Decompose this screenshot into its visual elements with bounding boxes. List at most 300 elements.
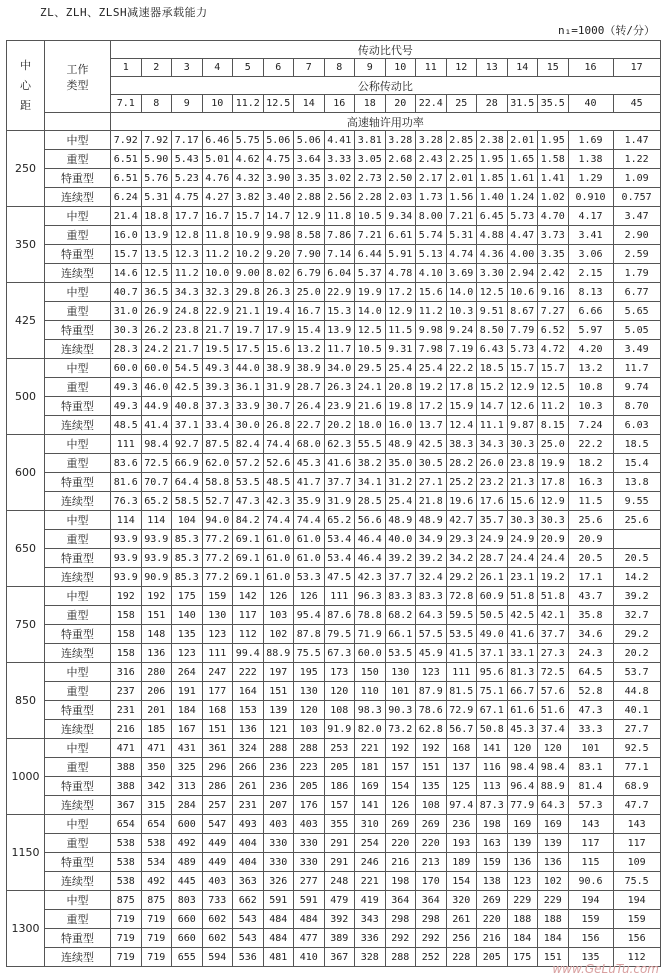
power-value-cell: 4.17 [568, 207, 613, 226]
power-value-cell: 198 [477, 815, 508, 834]
power-value-cell: 102 [263, 625, 294, 644]
work-type-cell: 重型 [45, 910, 111, 929]
work-type-cell: 特重型 [45, 701, 111, 720]
power-value-cell: 9.20 [263, 245, 294, 264]
work-type-cell: 重型 [45, 834, 111, 853]
power-value-cell: 93.9 [141, 530, 172, 549]
power-value-cell: 41.4 [141, 416, 172, 435]
power-value-cell: 10.8 [568, 378, 613, 397]
power-value-cell: 123 [172, 644, 203, 663]
input-speed-label: n₁=1000（转/分） [558, 24, 655, 37]
power-value-cell: 49.3 [111, 378, 142, 397]
power-value-cell: 10.5 [355, 340, 386, 359]
power-value-cell: 137 [446, 758, 477, 777]
power-value-cell: 19.7 [233, 321, 264, 340]
power-value-cell: 48.9 [416, 511, 447, 530]
power-value-cell: 3.82 [233, 188, 264, 207]
power-value-cell: 7.17 [172, 131, 203, 150]
power-value-cell: 660 [172, 929, 203, 948]
table-row [7, 568, 661, 587]
work-type-cell: 中型 [45, 511, 111, 530]
work-type-cell: 重型 [45, 226, 111, 245]
power-value-cell: 205 [294, 777, 325, 796]
power-value-cell: 17.2 [385, 283, 416, 302]
table-body [7, 131, 661, 967]
power-value-cell: 6.77 [613, 283, 660, 302]
power-value-cell: 40.8 [172, 397, 203, 416]
work-type-cell: 重型 [45, 378, 111, 397]
power-value-cell: 330 [294, 834, 325, 853]
power-value-cell: 90.6 [568, 872, 613, 891]
power-value-cell: 26.9 [141, 302, 172, 321]
power-value-cell: 139 [263, 701, 294, 720]
work-type-cell: 中型 [45, 891, 111, 910]
power-value-cell: 135 [172, 625, 203, 644]
power-value-cell: 25.6 [568, 511, 613, 530]
power-value-cell: 58.5 [172, 492, 203, 511]
table-row [7, 720, 661, 739]
work-type-label: 工作 类型 [66, 62, 89, 92]
power-value-cell: 25.4 [416, 359, 447, 378]
power-value-cell: 236 [446, 815, 477, 834]
power-value-cell: 143 [613, 815, 660, 834]
power-value-cell: 1.22 [613, 150, 660, 169]
nominal-ratio-cell: 9 [172, 95, 203, 113]
power-value-cell: 2.94 [507, 264, 538, 283]
power-value-cell: 49.3 [202, 359, 233, 378]
power-value-cell: 53.7 [613, 663, 660, 682]
power-value-cell: 15.4 [294, 321, 325, 340]
power-value-cell: 24.8 [172, 302, 203, 321]
table-row [7, 473, 661, 492]
power-value-cell: 93.9 [111, 549, 142, 568]
power-value-cell: 547 [202, 815, 233, 834]
power-value-cell: 176 [294, 796, 325, 815]
power-value-cell: 11.5 [385, 321, 416, 340]
power-value-cell: 25.6 [613, 511, 660, 530]
table-row [7, 834, 661, 853]
power-value-cell: 68.2 [385, 606, 416, 625]
table-row [7, 169, 661, 188]
work-type-cell: 重型 [45, 682, 111, 701]
power-value-cell: 74.4 [294, 511, 325, 530]
power-value-cell: 492 [141, 872, 172, 891]
power-value-cell: 1.73 [416, 188, 447, 207]
power-value-cell: 45.9 [416, 644, 447, 663]
power-value-cell: 66.7 [507, 682, 538, 701]
power-value-cell: 594 [202, 948, 233, 967]
power-value-cell: 56.6 [355, 511, 386, 530]
power-value-cell: 29.8 [233, 283, 264, 302]
power-value-cell: 192 [141, 587, 172, 606]
power-value-cell: 79.5 [324, 625, 355, 644]
power-value-cell: 15.9 [446, 397, 477, 416]
power-value-cell: 151 [538, 948, 569, 967]
power-value-cell: 15.3 [324, 302, 355, 321]
power-value-cell: 34.9 [416, 530, 447, 549]
power-value-cell: 15.7 [538, 359, 569, 378]
power-value-cell: 15.7 [233, 207, 264, 226]
power-value-cell: 192 [385, 739, 416, 758]
power-value-cell: 392 [324, 910, 355, 929]
power-value-cell: 6.61 [385, 226, 416, 245]
power-value-cell: 123 [507, 872, 538, 891]
power-value-cell: 256 [446, 929, 477, 948]
power-value-cell: 23.8 [172, 321, 203, 340]
power-value-cell: 7.27 [538, 302, 569, 321]
power-value-cell: 24.4 [538, 549, 569, 568]
power-value-cell: 139 [538, 834, 569, 853]
work-type-cell: 中型 [45, 739, 111, 758]
power-value-cell: 94.0 [202, 511, 233, 530]
nominal-ratio-cell: 45 [613, 95, 660, 113]
power-value-cell: 3.69 [446, 264, 477, 283]
power-value-cell: 7.90 [294, 245, 325, 264]
power-value-cell: 53.4 [324, 549, 355, 568]
power-value-cell: 355 [324, 815, 355, 834]
work-type-cell: 中型 [45, 359, 111, 378]
power-value-cell: 538 [111, 834, 142, 853]
power-value-cell: 114 [111, 511, 142, 530]
power-value-cell: 1.58 [538, 150, 569, 169]
table-row [7, 207, 661, 226]
work-type-cell: 中型 [45, 663, 111, 682]
power-value-cell: 34.3 [477, 435, 508, 454]
power-value-cell: 5.73 [507, 207, 538, 226]
power-value-cell: 57.6 [538, 682, 569, 701]
power-value-cell: 81.5 [446, 682, 477, 701]
power-value-cell: 112 [613, 948, 660, 967]
power-value-cell: 26.3 [324, 378, 355, 397]
power-value-cell: 110 [355, 682, 386, 701]
power-value-cell: 3.33 [324, 150, 355, 169]
ratio-code-cell: 10 [385, 59, 416, 77]
power-value-cell: 2.42 [538, 264, 569, 283]
power-value-cell: 543 [233, 910, 264, 929]
page-title: ZL、ZLH、ZLSH减速器承载能力 [40, 6, 208, 19]
power-value-cell: 315 [141, 796, 172, 815]
power-value-cell: 479 [324, 891, 355, 910]
power-value-cell: 363 [233, 872, 264, 891]
power-value-cell: 28.5 [355, 492, 386, 511]
power-value-cell: 93.9 [111, 568, 142, 587]
power-value-cell: 1.38 [568, 150, 613, 169]
power-value-cell: 803 [172, 891, 203, 910]
nominal-ratio-cell: 14 [294, 95, 325, 113]
power-value-cell: 14.6 [111, 264, 142, 283]
power-value-cell: 205 [477, 948, 508, 967]
power-value-cell: 3.02 [324, 169, 355, 188]
power-value-cell: 19.5 [202, 340, 233, 359]
power-value-cell: 54.5 [172, 359, 203, 378]
power-value-cell: 62.3 [324, 435, 355, 454]
power-value-cell: 51.8 [507, 587, 538, 606]
table-row [7, 511, 661, 530]
power-value-cell: 13.2 [294, 340, 325, 359]
work-type-cell: 重型 [45, 454, 111, 473]
power-value-cell: 3.73 [538, 226, 569, 245]
power-value-cell: 90.3 [385, 701, 416, 720]
power-value-cell: 21.4 [111, 207, 142, 226]
power-value-cell: 43.7 [568, 587, 613, 606]
power-value-cell: 21.8 [416, 492, 447, 511]
power-value-cell: 5.97 [568, 321, 613, 340]
power-value-cell: 16.7 [202, 207, 233, 226]
power-value-cell: 70.7 [141, 473, 172, 492]
table-row [7, 340, 661, 359]
power-value-cell: 64.3 [538, 796, 569, 815]
power-value-cell: 148 [141, 625, 172, 644]
power-value-cell: 66.9 [172, 454, 203, 473]
power-value-cell: 91.9 [324, 720, 355, 739]
power-value-cell: 220 [477, 910, 508, 929]
power-value-cell: 24.3 [568, 644, 613, 663]
power-value-cell: 139 [507, 834, 538, 853]
power-value-cell: 39.2 [613, 587, 660, 606]
power-value-cell: 18.2 [568, 454, 613, 473]
power-value-cell: 37.1 [172, 416, 203, 435]
power-value-cell: 221 [355, 872, 386, 891]
power-value-cell: 35.9 [294, 492, 325, 511]
power-value-cell: 1.29 [568, 169, 613, 188]
nominal-ratio-cell: 28 [477, 95, 508, 113]
power-value-cell: 875 [111, 891, 142, 910]
power-value-cell: 655 [172, 948, 203, 967]
power-value-cell: 2.50 [385, 169, 416, 188]
power-value-cell: 8.15 [538, 416, 569, 435]
power-value-cell: 31.9 [324, 492, 355, 511]
power-value-cell: 53.5 [385, 644, 416, 663]
power-value-cell: 228 [446, 948, 477, 967]
work-type-cell: 特重型 [45, 549, 111, 568]
table-row [7, 910, 661, 929]
power-value-cell: 3.47 [613, 207, 660, 226]
power-value-cell: 1.02 [538, 188, 569, 207]
table-row [7, 682, 661, 701]
power-value-cell: 11.2 [172, 264, 203, 283]
power-value-cell: 292 [416, 929, 447, 948]
power-value-cell: 12.5 [355, 321, 386, 340]
power-value-cell: 77.2 [202, 568, 233, 587]
power-value-cell: 26.3 [263, 283, 294, 302]
power-value-cell: 269 [385, 815, 416, 834]
power-value-cell: 159 [568, 910, 613, 929]
power-value-cell: 8.70 [613, 397, 660, 416]
power-value-cell: 194 [568, 891, 613, 910]
power-value-cell: 248 [324, 872, 355, 891]
power-value-cell: 93.9 [111, 530, 142, 549]
table-row [7, 359, 661, 378]
center-distance-cell: 1000 [7, 739, 45, 815]
power-value-cell: 9.98 [416, 321, 447, 340]
power-value-cell: 75.1 [477, 682, 508, 701]
power-value-cell [613, 530, 660, 549]
power-value-cell: 52.7 [202, 492, 233, 511]
power-value-cell: 12.4 [446, 416, 477, 435]
watermark-logo: www.GeLuTu.com [552, 962, 659, 976]
power-value-cell: 29.3 [446, 530, 477, 549]
power-value-cell: 81.4 [568, 777, 613, 796]
power-value-cell: 296 [202, 758, 233, 777]
power-value-cell: 4.72 [538, 340, 569, 359]
power-value-cell: 197 [263, 663, 294, 682]
power-value-cell: 484 [294, 910, 325, 929]
power-value-cell: 57.2 [233, 454, 264, 473]
power-value-cell: 31.9 [263, 378, 294, 397]
power-value-cell: 17.7 [172, 207, 203, 226]
power-value-cell: 328 [355, 948, 386, 967]
power-value-cell: 291 [324, 853, 355, 872]
power-value-cell: 185 [141, 720, 172, 739]
power-value-cell: 286 [202, 777, 233, 796]
power-value-cell: 15.6 [507, 492, 538, 511]
power-value-cell: 25.0 [294, 283, 325, 302]
power-value-cell: 14.2 [613, 568, 660, 587]
power-value-cell: 11.1 [477, 416, 508, 435]
work-type-cell: 中型 [45, 587, 111, 606]
power-value-cell: 42.5 [507, 606, 538, 625]
power-value-cell: 58.8 [202, 473, 233, 492]
power-value-cell: 50.5 [477, 606, 508, 625]
power-value-cell: 72.9 [446, 701, 477, 720]
work-type-cell: 特重型 [45, 929, 111, 948]
nominal-ratio-cell: 16 [324, 95, 355, 113]
power-value-cell: 3.64 [294, 150, 325, 169]
table-row [7, 644, 661, 663]
power-value-cell: 206 [141, 682, 172, 701]
nominal-ratio-cell: 40 [568, 95, 613, 113]
power-value-cell: 24.9 [477, 530, 508, 549]
power-value-cell: 154 [385, 777, 416, 796]
power-value-cell: 3.40 [263, 188, 294, 207]
power-value-cell: 1.65 [507, 150, 538, 169]
power-value-cell: 17.6 [477, 492, 508, 511]
power-value-cell: 90.9 [141, 568, 172, 587]
power-value-cell: 109 [613, 853, 660, 872]
power-value-cell: 40.7 [111, 283, 142, 302]
ratio-code-cell: 9 [355, 59, 386, 77]
work-type-cell: 特重型 [45, 625, 111, 644]
power-value-cell: 78.8 [355, 606, 386, 625]
table-row [7, 549, 661, 568]
power-value-cell: 471 [111, 739, 142, 758]
power-value-cell: 12.3 [172, 245, 203, 264]
power-value-cell: 231 [111, 701, 142, 720]
work-type-cell: 连续型 [45, 644, 111, 663]
power-value-cell: 120 [538, 739, 569, 758]
power-value-cell: 207 [263, 796, 294, 815]
power-value-cell: 77.2 [202, 530, 233, 549]
power-value-cell: 330 [263, 853, 294, 872]
power-value-cell: 72.5 [141, 454, 172, 473]
power-value-cell: 367 [324, 948, 355, 967]
power-value-cell: 1.24 [507, 188, 538, 207]
power-value-cell: 12.9 [507, 378, 538, 397]
nominal-ratio-cell: 7.1 [111, 95, 142, 113]
work-type-cell: 连续型 [45, 264, 111, 283]
power-value-cell: 231 [233, 796, 264, 815]
power-value-cell: 17.5 [233, 340, 264, 359]
power-value-cell: 87.6 [324, 606, 355, 625]
power-value-cell: 25.0 [538, 435, 569, 454]
power-value-cell: 158 [111, 644, 142, 663]
power-value-cell: 29.5 [355, 359, 386, 378]
power-value-cell: 163 [477, 834, 508, 853]
power-value-cell: 9.31 [385, 340, 416, 359]
power-value-cell: 125 [446, 777, 477, 796]
power-value-cell: 538 [141, 834, 172, 853]
power-value-cell: 2.56 [324, 188, 355, 207]
power-value-cell: 277 [294, 872, 325, 891]
power-value-cell: 87.3 [477, 796, 508, 815]
power-value-cell: 15.2 [477, 378, 508, 397]
power-value-cell: 4.10 [416, 264, 447, 283]
power-value-cell: 404 [233, 834, 264, 853]
power-value-cell: 9.24 [446, 321, 477, 340]
power-value-cell: 24.2 [141, 340, 172, 359]
table-row [7, 245, 661, 264]
work-type-cell: 连续型 [45, 340, 111, 359]
power-value-cell: 83.6 [111, 454, 142, 473]
center-distance-cell: 250 [7, 131, 45, 207]
power-value-cell: 12.5 [538, 378, 569, 397]
power-value-cell: 24.4 [507, 549, 538, 568]
power-value-cell: 37.7 [324, 473, 355, 492]
power-value-cell: 4.41 [324, 131, 355, 150]
power-value-cell: 1.95 [538, 131, 569, 150]
power-value-cell: 156 [613, 929, 660, 948]
power-value-cell: 18.5 [613, 435, 660, 454]
center-distance-cell: 650 [7, 511, 45, 587]
power-value-cell: 73.2 [385, 720, 416, 739]
power-value-cell: 41.6 [507, 625, 538, 644]
power-value-cell: 151 [202, 720, 233, 739]
power-value-cell: 1.09 [613, 169, 660, 188]
power-value-cell: 8.58 [294, 226, 325, 245]
power-value-cell: 67.1 [477, 701, 508, 720]
power-value-cell: 47.7 [613, 796, 660, 815]
work-type-cell: 中型 [45, 815, 111, 834]
power-value-cell: 92.5 [613, 739, 660, 758]
power-value-cell: 68.0 [294, 435, 325, 454]
power-value-cell: 534 [141, 853, 172, 872]
power-value-cell: 24.9 [507, 530, 538, 549]
power-value-cell: 2.73 [355, 169, 386, 188]
power-value-cell: 9.87 [507, 416, 538, 435]
power-value-cell: 136 [507, 853, 538, 872]
power-value-cell: 6.45 [477, 207, 508, 226]
power-value-cell: 151 [263, 682, 294, 701]
power-value-cell: 117 [568, 834, 613, 853]
power-value-cell: 65.2 [324, 511, 355, 530]
power-value-cell: 733 [202, 891, 233, 910]
power-value-cell: 3.06 [568, 245, 613, 264]
power-value-cell: 5.75 [233, 131, 264, 150]
power-value-cell: 325 [172, 758, 203, 777]
power-value-cell: 121 [263, 720, 294, 739]
power-value-cell: 26.0 [477, 454, 508, 473]
power-value-cell: 20.8 [385, 378, 416, 397]
power-value-cell: 403 [202, 872, 233, 891]
power-value-cell: 29.2 [613, 625, 660, 644]
power-value-cell: 2.15 [568, 264, 613, 283]
ratio-code-cell: 15 [538, 59, 569, 77]
power-value-cell: 40.0 [385, 530, 416, 549]
table-row [7, 492, 661, 511]
power-value-cell: 18.8 [141, 207, 172, 226]
power-value-cell: 20.2 [613, 644, 660, 663]
table-row [7, 701, 661, 720]
